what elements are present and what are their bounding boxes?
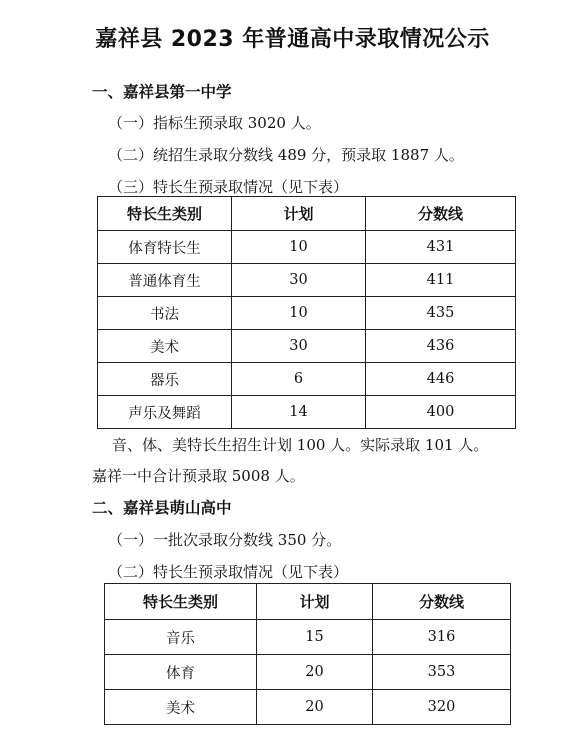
table-cell: 20 <box>257 690 373 725</box>
section-1-item-3: （三）特长生预录取情况（见下表） <box>108 178 349 196</box>
table-row <box>105 620 511 655</box>
table-2-header-category: 特长生类别 <box>105 584 257 620</box>
section-1-item-1: （一）指标生预录取 3020 人。 <box>108 114 321 132</box>
table-cell: 431 <box>366 231 516 264</box>
section-2-item-1: （一）一批次录取分数线 350 分。 <box>108 531 342 549</box>
table-cell: 美术 <box>98 330 232 363</box>
table-cell: 436 <box>366 330 516 363</box>
table-cell: 器乐 <box>98 363 232 396</box>
table-cell: 20 <box>257 655 373 690</box>
table-cell: 30 <box>232 264 366 297</box>
table-1-header-category: 特长生类别 <box>98 197 232 231</box>
section-1-note-1: 音、体、美特长生招生计划 100 人。实际录取 101 人。 <box>112 436 489 454</box>
table-1-header-score: 分数线 <box>366 197 516 231</box>
table-cell: 435 <box>366 297 516 330</box>
table-cell: 316 <box>373 620 511 655</box>
table-row <box>98 297 516 330</box>
table-cell: 6 <box>232 363 366 396</box>
table-cell: 书法 <box>98 297 232 330</box>
section-1-note-2: 嘉祥一中合计预录取 5008 人。 <box>92 467 305 485</box>
table-cell: 353 <box>373 655 511 690</box>
table-2-header-row <box>105 584 511 620</box>
table-cell: 14 <box>232 396 366 429</box>
table-2 <box>104 583 511 725</box>
section-2-heading: 二、嘉祥县萌山高中 <box>92 499 232 517</box>
table-cell: 10 <box>232 297 366 330</box>
table-row <box>98 363 516 396</box>
table-row <box>98 396 516 429</box>
section-2-item-2: （二）特长生预录取情况（见下表） <box>108 563 349 581</box>
table-row <box>105 655 511 690</box>
table-row <box>98 330 516 363</box>
table-cell: 普通体育生 <box>98 264 232 297</box>
section-1-item-2: （二）统招生录取分数线 489 分，预录取 1887 人。 <box>108 146 464 164</box>
table-row <box>98 264 516 297</box>
table-cell: 体育 <box>105 655 257 690</box>
table-cell: 10 <box>232 231 366 264</box>
table-cell: 音乐 <box>105 620 257 655</box>
table-row <box>105 690 511 725</box>
table-cell: 15 <box>257 620 373 655</box>
table-cell: 400 <box>366 396 516 429</box>
table-cell: 30 <box>232 330 366 363</box>
table-2-header-score: 分数线 <box>373 584 511 620</box>
section-1-heading: 一、嘉祥县第一中学 <box>92 83 232 101</box>
table-cell: 446 <box>366 363 516 396</box>
table-1-header-row <box>98 197 516 231</box>
table-2-header-plan: 计划 <box>257 584 373 620</box>
table-cell: 美术 <box>105 690 257 725</box>
table-cell: 体育特长生 <box>98 231 232 264</box>
table-1-header-plan: 计划 <box>232 197 366 231</box>
table-cell: 320 <box>373 690 511 725</box>
table-cell: 声乐及舞蹈 <box>98 396 232 429</box>
page-title: 嘉祥县 2023 年普通高中录取情况公示 <box>95 27 490 52</box>
table-row <box>98 231 516 264</box>
table-cell: 411 <box>366 264 516 297</box>
table-1 <box>97 196 516 429</box>
